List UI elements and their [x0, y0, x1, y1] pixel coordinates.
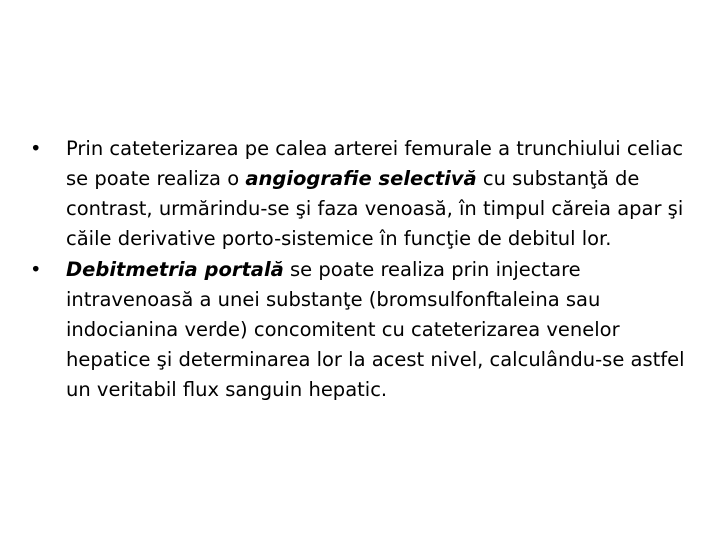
bullet-text-before: Prin cateterizarea pe calea arterei femurale a trunchiului celiac se poate realiza o — [66, 137, 684, 190]
bullet-emphasis: angiografie selectivă — [245, 167, 477, 190]
bullet-emphasis: Debitmetria portală — [66, 258, 284, 281]
bullet-list — [30, 134, 690, 406]
bullet-text-after: se poate realiza prin injectare intravenoasă a unei substanţe (bromsulfonftaleina sau indocianina verde) concomitent cu cateterizarea venelor hepatice şi determinarea lor la acest nivel, calculându-se astfel un veritabil flux sanguin hepatic. — [66, 258, 685, 401]
bullet-icon: • — [30, 137, 42, 160]
bullet-item — [30, 255, 690, 405]
bullet-item — [30, 134, 690, 254]
bullet-text-after: cu substanţă de contrast, urmărindu-se şi faza venoasă, în timpul căreia apar şi căile derivative porto-sistemice în funcţie de debitul lor. — [66, 167, 684, 250]
bullet-icon: • — [30, 258, 42, 281]
